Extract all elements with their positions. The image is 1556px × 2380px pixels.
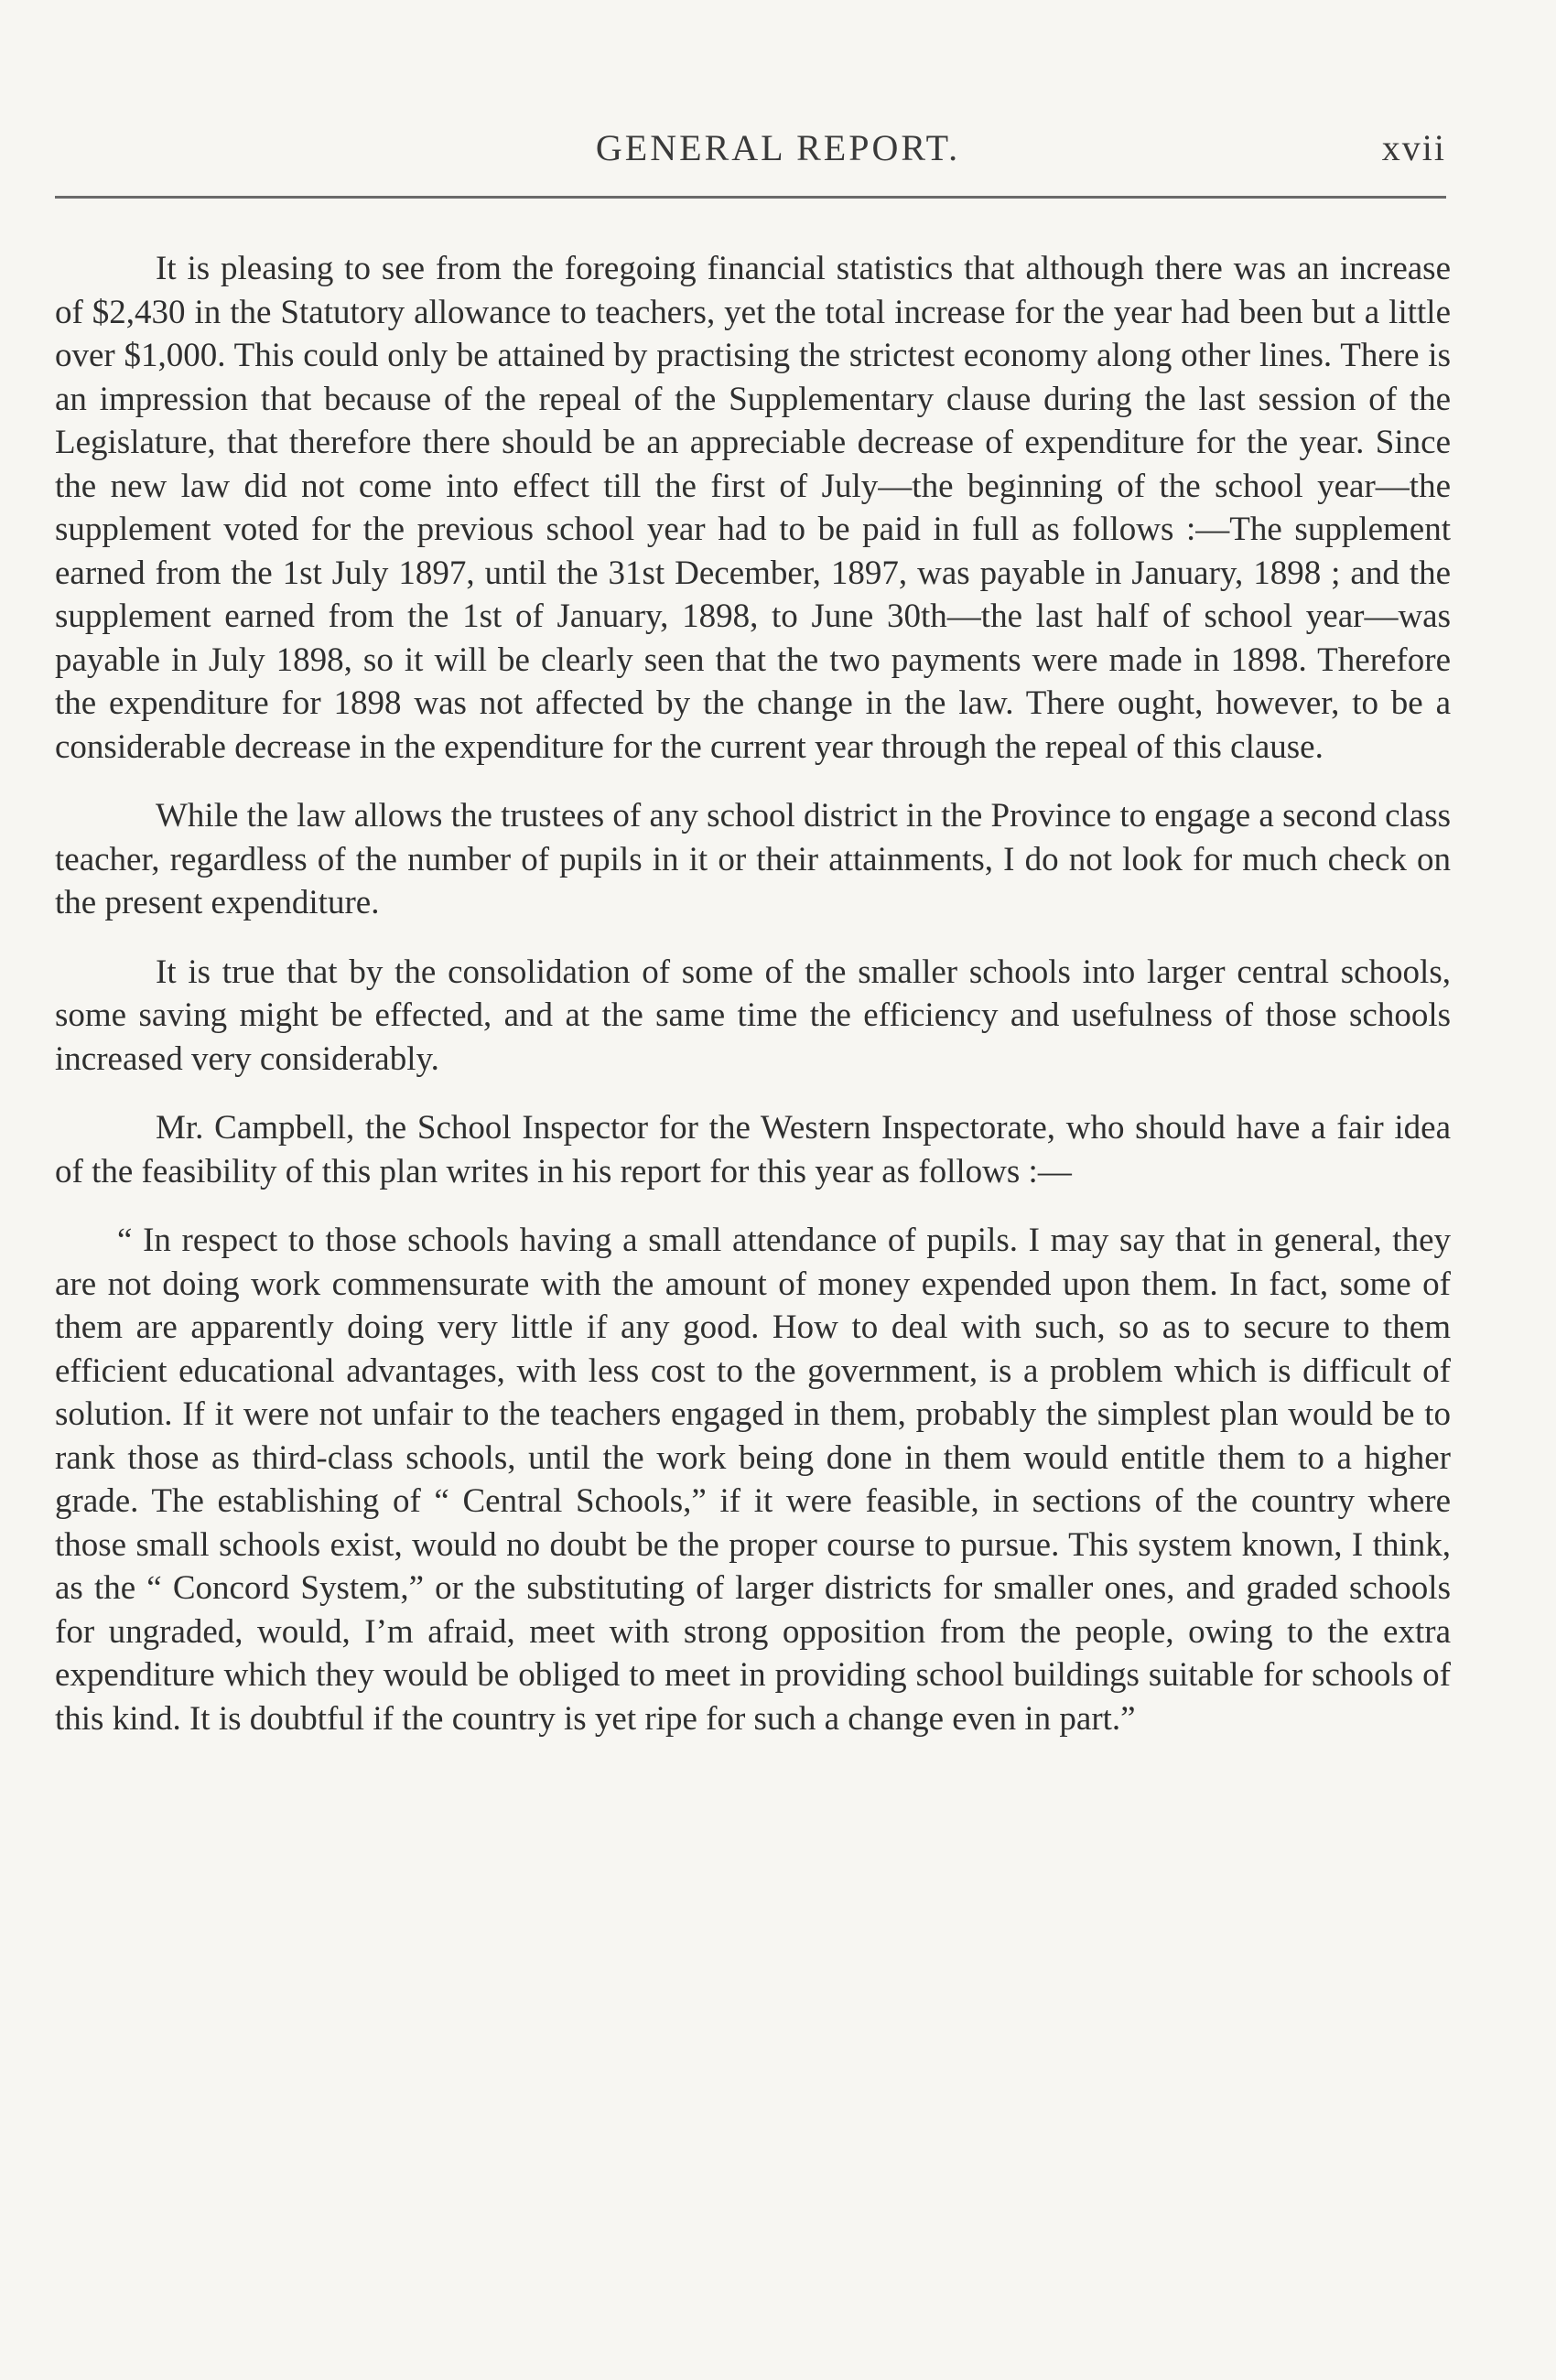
paragraph-second-class-teacher: While the law allows the trustees of any school district in the Province to engage a second class teacher, regardless of the number of pupils in it or their attainments, I do not look for much check on the present expenditure. [55,797,1451,921]
paragraph-campbell-intro: Mr. Campbell, the School Inspector for the Western Inspectorate, who should have a fair idea of the feasibility of this plan writes in his report for this year as follows :— [55,1109,1451,1190]
page-number: xvii [1381,127,1446,168]
header-rule [55,196,1446,199]
body-text [55,247,1451,1766]
paragraph-consolidation: It is true that by the consolidation of some of the smaller schools into larger central schools, some saving might be effected, and at the same time the efficiency and usefulness of those schools increased very considerably. [55,953,1451,1078]
running-head-title: GENERAL REPORT. [595,127,961,168]
running-head [55,126,1501,181]
paragraph-financial-statistics: It is pleasing to see from the foregoing financial statistics that although there was an increase of $2,430 in the Statutory allowance to teachers, yet the total increase for the year had been but a little over $1,000. This could only be attained by practising the strictest economy along other lines. There is an impression that because of the repeal of the Supplementary clause during the last session of the Legislature, that therefore there should be an appreciable decrease of expenditure for the year. Since the new law did not come into effect till the first of July—the beginning of the school year—the supplement voted for the previous school year had to be paid in full as follows :—The supplement earned from the 1st July 1897, until the 31st December, 1897, was payable in January, 1898 ; and the supplement earned from the 1st of January, 1898, to June 30th—the last half of school year—was payable in July 1898, so it will be clearly seen that the two payments were made in 1898. Therefore the expenditure for 1898 was not affected by the change in the law. There ought, however, to be a considerable decrease in the expenditure for the current year through the repeal of this clause. [55,250,1451,766]
quoted-report: “ In respect to those schools having a small attendance of pupils. I may say that in general, they are not doing work commensurate with the amount of money expended upon them. In fact, some of them are apparently doing very little if any good. How to deal with such, so as to secure to them efficient educational advantages, with less cost to the government, is a problem which is difficult of solution. If it were not unfair to the teachers engaged in them, probably the simplest plan would be to rank those as third-class schools, until the work being done in them would entitle them to a higher grade. The establishing of “ Central Schools,” if it were feasible, in sections of the country where those small schools exist, would no doubt be the proper course to pursue. This system known, I think, as the “ Concord System,” or the substituting of larger districts for smaller ones, and graded schools for ungraded, would, I’m afraid, meet with strong opposition from the people, owing to the extra expenditure which they would be obliged to meet in providing school buildings suitable for schools of this kind. It is doubtful if the country is yet ripe for such a change even in part.” [55,1222,1451,1738]
